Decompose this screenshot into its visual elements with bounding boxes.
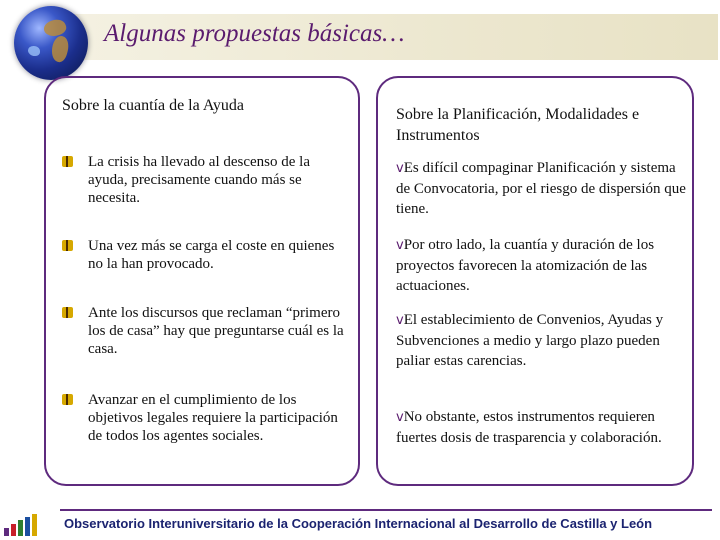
left-list-item: Ante los discursos que reclaman “primero los de casa” hay que preguntarse cuál es la casa. xyxy=(62,304,350,358)
bullet-icon xyxy=(62,240,73,251)
bullet-icon: v xyxy=(396,410,404,425)
globe-icon xyxy=(14,6,88,80)
footer-text: Observatorio Interuniversitario de la Cooperación Internacional al Desarrollo de Castilla y León xyxy=(64,516,653,531)
bullet-icon: v xyxy=(396,238,404,253)
right-list-item: vPor otro lado, la cuantía y duración de los proyectos favorecen la atomización de las actuaciones. xyxy=(396,237,655,294)
right-list-item: vEl establecimiento de Convenios, Ayudas y Subvenciones a medio y largo plazo pueden paliar estas carencias. xyxy=(396,312,664,369)
bullet-icon: v xyxy=(396,161,404,176)
slide-title: Algunas propuestas básicas… xyxy=(104,20,405,47)
bullet-icon xyxy=(62,307,73,318)
left-heading: Sobre la cuantía de la Ayuda xyxy=(62,97,245,114)
bullet-icon xyxy=(62,394,73,405)
right-heading: Sobre la Planificación, Modalidades e Instrumentos xyxy=(396,106,640,144)
left-list-item: Avanzar en el cumplimiento de los objetivos legales requiere la participación de todos los agentes sociales. xyxy=(62,391,350,445)
left-list-item: La crisis ha llevado al descenso de la ayuda, precisamente cuando más se necesita. xyxy=(62,153,350,207)
bullet-icon xyxy=(62,156,73,167)
right-list-item: vNo obstante, estos instrumentos requieren fuertes dosis de trasparencia y colaboración. xyxy=(396,409,662,446)
right-list-item: vEs difícil compaginar Planificación y sistema de Convocatoria, por el riesgo de dispersión que tiene. xyxy=(396,160,686,217)
left-list-item: Una vez más se carga el coste en quienes no la han provocado. xyxy=(62,237,350,273)
observatory-logo-icon xyxy=(2,512,46,538)
footer-divider xyxy=(60,509,712,511)
bullet-icon: v xyxy=(396,313,404,328)
